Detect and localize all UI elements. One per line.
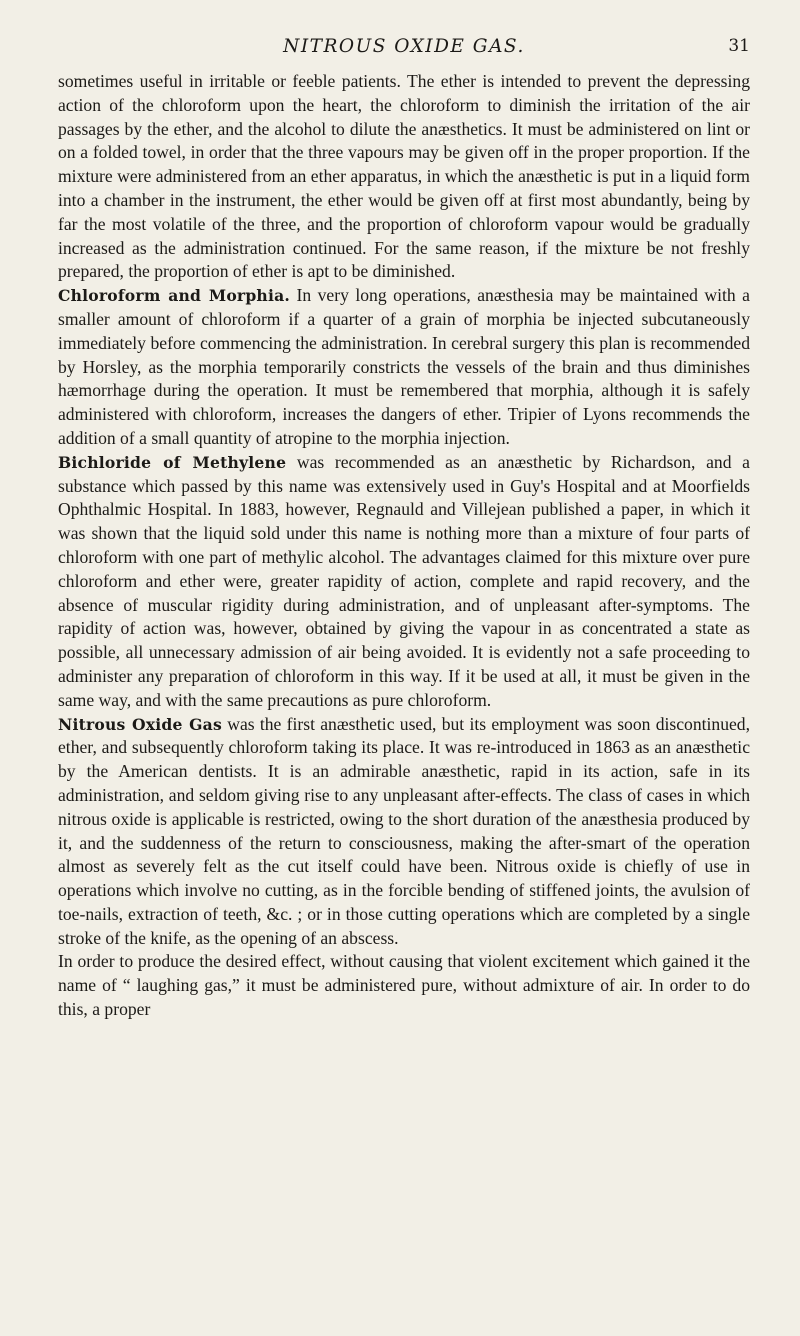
running-title: NITROUS OXIDE GAS. bbox=[283, 36, 525, 57]
run-in-heading: Nitrous Oxide Gas bbox=[58, 714, 222, 734]
running-head bbox=[58, 36, 750, 70]
paragraph-laughing-gas bbox=[58, 950, 750, 1021]
page-number: 31 bbox=[728, 36, 750, 56]
paragraph-nitrous-oxide-gas bbox=[58, 713, 750, 951]
paragraph-text: was recommended as an anæsthetic by Richardson, and a substance which passed by this name was extensively used in Guy's Hospital and at Moorfields Ophthalmic Hospital. In 1883, however, Regnauld and Villejean published a paper, in which it was shown that the liquid sold under this name is nothing more than a mixture of four parts of chloroform with one part of methylic alcohol. The advantages claimed for this mixture over pure chloroform and ether were, greater rapidity of action, complete and rapid recovery, and the absence of muscular rigidity during administration, and of unpleasant after-symptoms. The rapidity of action was, however, obtained by giving the vapour in as concentrated a state as possible, all unnecessary admission of air being avoided. It is evidently not a safe proceeding to administer any preparation of chloroform in this way. If it be used at all, it must be given in the same way, and with the same precautions as pure chloroform. bbox=[58, 451, 750, 710]
paragraph-text: In very long operations, anæsthesia may be maintained with a smaller amount of chloroform if a quarter of a grain of morphia be injected subcutaneously immediately before commencing the administration. In cerebral surgery this plan is recommended by Horsley, as the morphia temporarily constricts the vessels of the brain and thus diminishes hæmorrhage during the operation. It must be remembered that morphia, although it is safely administered with chloroform, increases the dangers of ether. Tripier of Lyons recommends the addition of a small quantity of atropine to the morphia injection. bbox=[58, 285, 750, 448]
run-in-heading: Bichloride of Methylene bbox=[58, 452, 287, 472]
paragraph-text: was the first anæsthetic used, but its employment was soon discontinued, ether, and subsequently chloroform taking its place. It was re-introduced in 1863 as an anæsthetic by the American dentists. It is an admirable anæsthetic, rapid in its action, safe in its administration, and seldom giving rise to any unpleasant after-effects. The class of cases in which nitrous oxide is applicable is restricted, owing to the short duration of the anæsthesia produced by it, and the suddenness of the return to consciousness, making the after-smart of the operation almost as severely felt as the cut itself could have been. Nitrous oxide is chiefly of use in operations which involve no cutting, as in the forcible bending of stiffened joints, the avulsion of toe-nails, extraction of teeth, &c. ; or in those cutting operations which are completed by a single stroke of the knife, as the opening of an abscess. bbox=[58, 713, 751, 948]
body-text bbox=[58, 70, 750, 1022]
paragraph-text: In order to produce the desired effect, without causing that violent excitement which gained it the name of “ laughing gas,” it must be administered pure, without admixture of air. In order to do this, a proper bbox=[58, 951, 750, 1020]
run-in-heading: Chloroform and Morphia. bbox=[58, 286, 291, 306]
paragraph-chloroform-and-morphia bbox=[58, 284, 750, 451]
paragraph-bichloride-of-methylene bbox=[58, 451, 750, 713]
paragraph-continuation bbox=[58, 70, 750, 284]
paragraph-text: sometimes useful in irritable or feeble patients. The ether is intended to prevent the depressing action of the chloroform upon the heart, the chloroform to diminish the irritation of the air passages by the ether, and the alcohol to dilute the anæsthetics. It must be administered on lint or on a folded towel, in order that the three vapours may be given off in the proper proportion. If the mixture were administered from an ether apparatus, in which the anæsthetic is put in a liquid form into a chamber in the instrument, the ether would be given off at first most abundantly, being by far the most volatile of the three, and the proportion of chloroform vapour would be gradually increased as the administration continued. For the same reason, if the mixture be not freshly prepared, the proportion of ether is apt to be diminished. bbox=[58, 71, 750, 282]
